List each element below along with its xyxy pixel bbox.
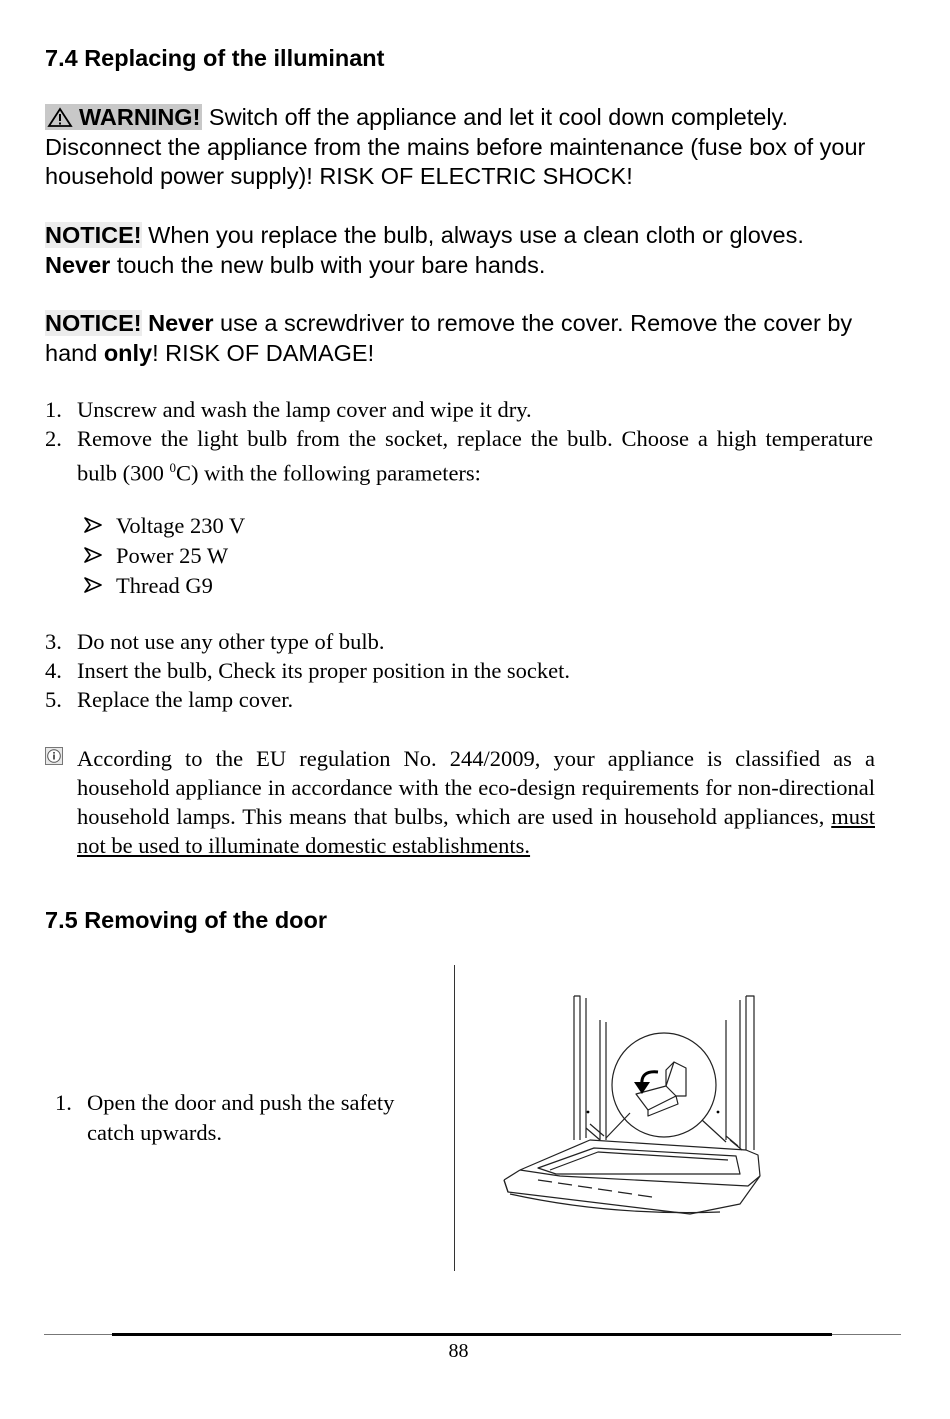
list-text: Open the door and push the safety catch upwards. bbox=[87, 1090, 395, 1145]
info-text bbox=[77, 744, 875, 860]
notice-emphasis: Never bbox=[141, 310, 214, 336]
notice-badge: NOTICE! bbox=[45, 310, 142, 336]
list-text: Unscrew and wash the lamp cover and wipe it dry. bbox=[77, 397, 532, 422]
list-text-part: Remove the light bulb from the socket, replace the bulb. Choose a high temperature bulb (300 bbox=[77, 425, 873, 486]
warning-label: WARNING! bbox=[79, 104, 201, 130]
door-step bbox=[55, 1088, 447, 1148]
list-number: 2. bbox=[45, 425, 62, 451]
info-underlined-text: must not be used to illuminate domestic establishments. bbox=[77, 804, 875, 858]
list-item bbox=[45, 425, 873, 488]
warning-paragraph bbox=[45, 103, 875, 192]
list-number: 5. bbox=[45, 686, 62, 712]
arrow-bullet-icon bbox=[84, 541, 116, 571]
parameter-text: Thread G9 bbox=[116, 573, 213, 598]
list-item bbox=[45, 396, 873, 425]
page-number: 88 bbox=[448, 1340, 469, 1362]
notice-paragraph-2 bbox=[45, 309, 875, 368]
parameter-text: Power 25 W bbox=[116, 543, 229, 568]
notice-text: use a screwdriver to remove the cover. Remove the cover by hand bbox=[45, 310, 853, 366]
list-text: Replace the lamp cover. bbox=[77, 686, 294, 712]
warning-badge bbox=[45, 104, 202, 130]
warning-triangle-icon bbox=[47, 107, 73, 127]
list-item bbox=[45, 686, 873, 715]
notice-text: touch the new bulb with your bare hands. bbox=[110, 251, 546, 278]
parameter-text: Voltage 230 V bbox=[116, 513, 246, 538]
section-heading-7-5: 7.5 Removing of the door bbox=[45, 907, 328, 933]
notice-badge: NOTICE! bbox=[45, 222, 142, 248]
list-item bbox=[84, 571, 245, 601]
info-text-part: According to the EU regulation No. 244/2009, your appliance is classified as a household appliance in accordance with the eco-design requirements for non-directional household lamps. This means that bulbs, which are used in household appliances, bbox=[77, 746, 875, 829]
steps-list-b bbox=[45, 628, 873, 714]
info-icon bbox=[45, 747, 63, 765]
parameter-list bbox=[84, 511, 245, 601]
list-text: Insert the bulb, Check its proper position in the socket. bbox=[77, 657, 571, 683]
oven-door-illustration bbox=[490, 990, 770, 1225]
notice-emphasis: only bbox=[103, 339, 153, 366]
list-text bbox=[77, 425, 873, 488]
section-heading-7-4: 7.4 Replacing of the illuminant bbox=[45, 45, 385, 71]
list-item bbox=[45, 628, 873, 657]
arrow-bullet-icon bbox=[84, 571, 116, 601]
notice-emphasis: Never bbox=[45, 251, 111, 278]
list-number: 1. bbox=[45, 397, 62, 422]
list-item bbox=[45, 657, 873, 686]
notice-text: ! RISK OF DAMAGE! bbox=[152, 339, 375, 366]
column-divider bbox=[454, 965, 455, 1271]
list-item bbox=[84, 511, 245, 541]
notice-paragraph-1 bbox=[45, 221, 875, 280]
info-note bbox=[45, 744, 875, 860]
notice-text: When you replace the bulb, always use a clean cloth or gloves. bbox=[141, 222, 804, 248]
list-number: 3. bbox=[45, 629, 62, 654]
list-item bbox=[84, 541, 245, 571]
arrow-bullet-icon bbox=[84, 511, 116, 541]
degree-superscript: 0 bbox=[169, 459, 176, 475]
list-text-part: C) with the following parameters: bbox=[176, 460, 481, 486]
list-number: 1. bbox=[55, 1090, 72, 1115]
footer-rule-bold bbox=[112, 1333, 832, 1336]
steps-list-a bbox=[45, 396, 873, 488]
warning-text: Switch off the appliance and let it cool down completely. Disconnect the appliance from the mains before maintenance (fuse box of your household power supply)! RISK OF ELECTRIC SHOCK! bbox=[45, 104, 866, 189]
list-number: 4. bbox=[45, 657, 62, 683]
list-text: Do not use any other type of bulb. bbox=[77, 629, 385, 654]
